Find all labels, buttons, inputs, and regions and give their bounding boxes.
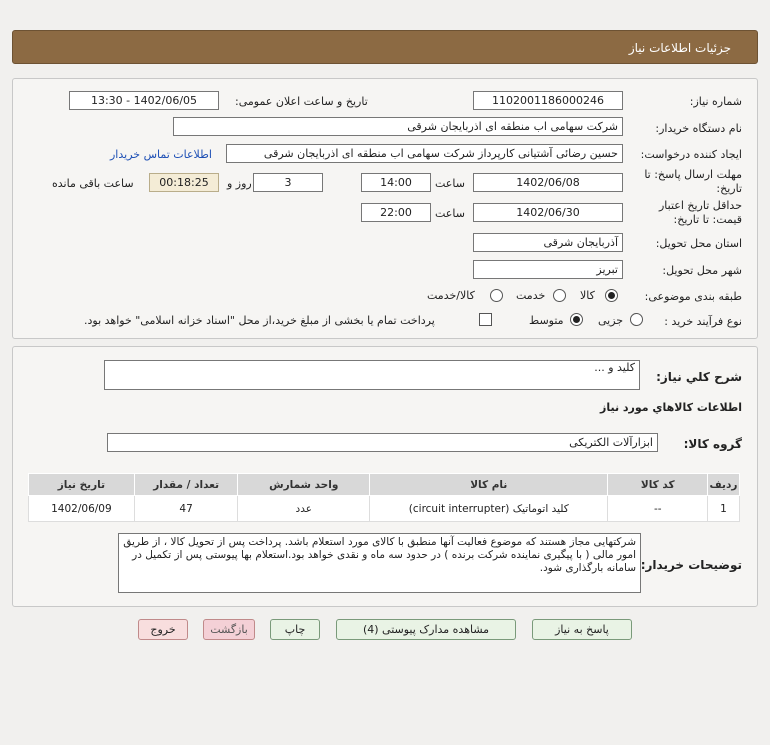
validity-time-field: 22:00 — [361, 203, 431, 222]
col-header-unit: واحد شمارش — [238, 474, 370, 496]
validity-date-field: 1402/06/30 — [473, 203, 623, 222]
category-option-goods: کالا — [580, 289, 595, 302]
col-header-need-date: تاریخ نیاز — [29, 474, 135, 496]
need-number-field: 1102001186000246 — [473, 91, 623, 110]
buyer-contact-link[interactable]: اطلاعات تماس خریدار — [110, 148, 212, 161]
cell-need-date: 1402/06/09 — [29, 496, 135, 522]
goods-group-label: گروه کالا: — [683, 437, 742, 451]
col-header-quantity: تعداد / مقدار — [134, 474, 238, 496]
province-field: آذربایجان شرقی — [473, 233, 623, 252]
process-option-minor: جزیی — [598, 314, 624, 327]
category-radio-goods-service[interactable] — [490, 289, 503, 302]
reply-date-field: 1402/06/08 — [473, 173, 623, 192]
goods-info-title: اطلاعات كالاهاي مورد نياز — [600, 401, 742, 414]
process-label: نوع فرآیند خرید : — [664, 315, 742, 328]
buyer-notes-label: توضیحات خریدار: — [640, 558, 742, 572]
cell-item-name: کلید اتوماتیک (circuit interrupter) — [370, 496, 608, 522]
category-radio-service[interactable] — [553, 289, 566, 302]
validity-label: حداقل تاریخ اعتبار قیمت: تا تاریخ: — [658, 199, 742, 226]
goods-table — [28, 473, 740, 522]
validity-time-label: ساعت — [435, 207, 465, 220]
buyer-notes-box: شرکتهایی مجاز هستند که موضوع فعالیت آنها منطبق با کالای مورد استعلام باشد. پرداخت پس از تحویل کالا ، از طریق امور مالی ( با پیگیری نماینده شرکت برنده ) در حدود سه ماه و نقدی خواهد بود.استعلام بها پیوستی پس از تکمیل در سامانه بارگذاری شود. — [118, 533, 641, 593]
category-option-service: خدمت — [516, 289, 546, 302]
process-radio-medium[interactable] — [570, 313, 583, 326]
creator-field: حسین رضائی آشتیانی کارپرداز شرکت سهامی اب منطقه ای اذربایجان شرقی — [226, 144, 623, 163]
back-button[interactable]: بازگشت — [203, 619, 255, 640]
province-label: استان محل تحویل: — [655, 237, 742, 250]
reply-button[interactable]: پاسخ به نیاز — [532, 619, 632, 640]
reply-time-label: ساعت — [435, 177, 465, 190]
reply-deadline-label: مهلت ارسال پاسخ: تا تاریخ: — [644, 168, 742, 195]
page-title: جزئیات اطلاعات نیاز — [628, 41, 731, 55]
cell-unit: عدد — [238, 496, 370, 522]
announce-label: تاریخ و ساعت اعلان عمومی: — [235, 95, 368, 108]
col-header-row-number: ردیف — [707, 474, 739, 496]
city-field: تبریز — [473, 260, 623, 279]
exit-button[interactable]: خروج — [138, 619, 188, 640]
process-radio-minor[interactable] — [630, 313, 643, 326]
table-row[interactable] — [29, 496, 740, 522]
print-button[interactable]: چاپ — [270, 619, 320, 640]
goods-group-field: ابزارآلات الکتریکی — [107, 433, 658, 452]
treasury-payment-checkbox[interactable] — [479, 313, 492, 326]
payment-note: پرداخت تمام یا بخشی از مبلغ خرید،از محل "اسناد خزانه اسلامی" خواهد بود. — [84, 314, 435, 327]
category-radio-goods[interactable] — [605, 289, 618, 302]
days-label: روز و — [227, 177, 252, 190]
cell-row-number: 1 — [707, 496, 739, 522]
table-header-row — [29, 474, 740, 496]
cell-quantity: 47 — [134, 496, 238, 522]
days-field: 3 — [253, 173, 323, 192]
description-label: شرح كلي نياز: — [656, 370, 742, 384]
buyer-org-field: شرکت سهامی اب منطقه ای اذربایجان شرقی — [173, 117, 623, 136]
description-field: کلید و ... — [104, 360, 640, 390]
remaining-timer: 00:18:25 — [149, 173, 219, 192]
remaining-label: ساعت باقی مانده — [52, 177, 134, 190]
attachments-button[interactable]: مشاهده مدارک پیوستی (4) — [336, 619, 516, 640]
need-number-label: شماره نیاز: — [689, 95, 742, 108]
category-option-goods-service: کالا/خدمت — [427, 289, 475, 302]
cell-item-code: -- — [608, 496, 708, 522]
process-option-medium: متوسط — [529, 314, 564, 327]
announce-field: 1402/06/05 - 13:30 — [69, 91, 219, 110]
reply-time-field: 14:00 — [361, 173, 431, 192]
creator-label: ایجاد کننده درخواست: — [640, 148, 742, 161]
category-label: طبقه بندی موضوعی: — [644, 290, 742, 303]
page-header — [12, 30, 758, 64]
buyer-org-label: نام دستگاه خریدار: — [655, 122, 742, 135]
col-header-item-code: کد کالا — [608, 474, 708, 496]
city-label: شهر محل تحویل: — [662, 264, 742, 277]
col-header-item-name: نام کالا — [370, 474, 608, 496]
